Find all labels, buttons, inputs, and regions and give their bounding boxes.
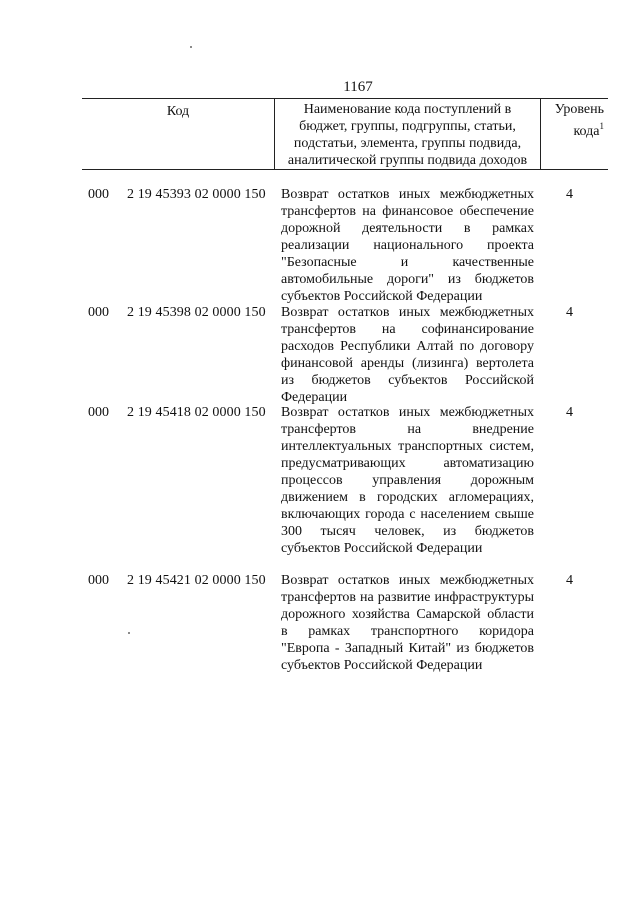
scan-speck bbox=[128, 632, 130, 634]
row-admin-code: 000 bbox=[88, 573, 109, 588]
header-code: Код bbox=[82, 99, 275, 169]
row-level: 4 bbox=[566, 573, 573, 588]
row-income-name: Возврат остатков иных межбюджетных трансфертов на финансовое обеспечение дорожной деятельности в рамках реализации национального проекта "Безопасные и качественные автомобильные дороги" из бюджетов субъектов Российской Федерации bbox=[281, 187, 534, 304]
row-income-code: 2 19 45421 02 0000 150 bbox=[127, 573, 266, 588]
row-admin-code: 000 bbox=[88, 305, 109, 320]
row-income-name: Возврат остатков иных межбюджетных трансфертов на развитие инфраструктуры дорожного хозяйства Самарской области в рамках транспортного коридора "Европа - Западный Китай" из бюджетов субъектов Российской Федерации bbox=[281, 573, 534, 673]
row-income-name: Возврат остатков иных межбюджетных трансфертов на софинансирование расходов Республики Алтай по договору финансовой аренды (лизинга) вертолета из бюджетов субъектов Российской Федерации bbox=[281, 305, 534, 405]
row-admin-code: 000 bbox=[88, 405, 109, 420]
row-income-code: 2 19 45398 02 0000 150 bbox=[127, 305, 266, 320]
header-level-label: Уровень кода bbox=[554, 102, 604, 139]
row-income-code: 2 19 45393 02 0000 150 bbox=[127, 187, 266, 202]
header-level-footnote: 1 bbox=[599, 121, 604, 131]
row-admin-code: 000 bbox=[88, 187, 109, 202]
table-header bbox=[82, 98, 608, 170]
header-level bbox=[541, 99, 608, 169]
row-level: 4 bbox=[566, 187, 573, 202]
page-number: 1167 bbox=[343, 79, 373, 95]
header-name: Наименование кода поступлений в бюджет, группы, подгруппы, статьи, подстатьи, элемента, группы подвида, аналитической группы подвида доходов bbox=[275, 99, 541, 169]
row-income-code: 2 19 45418 02 0000 150 bbox=[127, 405, 266, 420]
row-level: 4 bbox=[566, 305, 573, 320]
row-income-name: Возврат остатков иных межбюджетных трансфертов на внедрение интеллектуальных транспортных систем, предусматривающих автоматизацию процессов управления дорожным движением в городских агломерациях, включающих города с населением свыше 300 тысяч человек, из бюджетов субъектов Российской Федерации bbox=[281, 405, 534, 556]
row-level: 4 bbox=[566, 405, 573, 420]
scan-speck bbox=[190, 46, 192, 48]
